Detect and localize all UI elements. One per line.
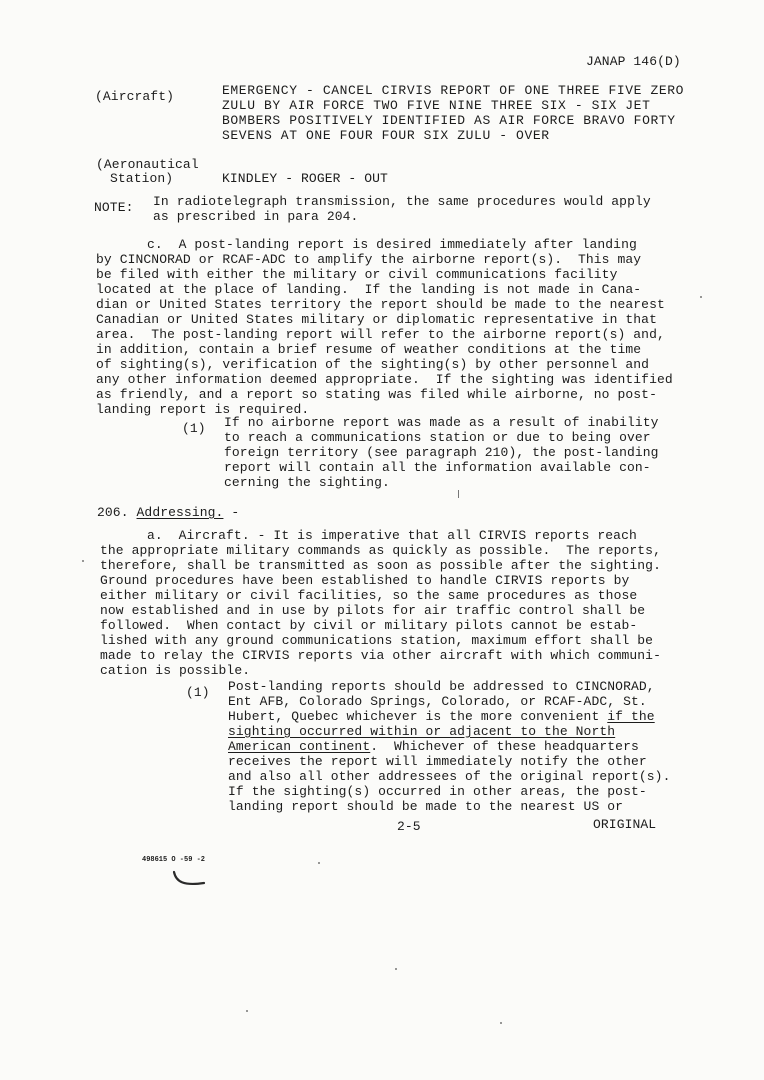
paragraph-line: landing report is required. xyxy=(96,402,310,417)
subparagraph-line: to reach a communications station or due to being over xyxy=(224,430,651,445)
underlined-text: sighting occurred within or adjacent to the North xyxy=(228,724,616,739)
subparagraph-line: If the sighting(s) occurred in other areas, the post- xyxy=(228,784,647,799)
section-number: 206. xyxy=(97,505,129,520)
paragraph-line: be filed with either the military or civil communications facility xyxy=(96,267,618,282)
paragraph-line: in addition, contain a brief resume of weather conditions at the time xyxy=(96,342,642,357)
scan-speck xyxy=(246,1010,248,1012)
note-label: NOTE: xyxy=(94,200,134,215)
scan-speck xyxy=(318,862,320,864)
subparagraph-line: landing report should be made to the nearest US or xyxy=(228,799,624,814)
scan-speck xyxy=(500,1022,502,1024)
subparagraph-line: cerning the sighting. xyxy=(224,475,390,490)
paragraph-line: dian or United States territory the report should be made to the nearest xyxy=(96,297,665,312)
paragraph-line: located at the place of landing. If the landing is not made in Cana- xyxy=(96,282,642,297)
underlined-text: American continent xyxy=(228,739,371,754)
original-marker: ORIGINAL xyxy=(593,817,657,832)
scan-speck xyxy=(395,968,397,970)
subparagraph-line: Ent AFB, Colorado Springs, Colorado, or RCAF-ADC, St. xyxy=(228,694,647,709)
subparagraph-line: If no airborne report was made as a result of inability xyxy=(224,415,659,430)
print-code: 498615 O -59 -2 xyxy=(142,856,206,864)
subparagraph-line xyxy=(228,710,655,724)
paragraph-line: a. Aircraft. - It is imperative that all CIRVIS reports reach xyxy=(147,528,637,543)
paragraph-line: any other information deemed appropriate. If the sighting was identified xyxy=(96,372,673,387)
page-number: 2-5 xyxy=(397,819,421,834)
paragraph-line: c. A post-landing report is desired immediately after landing xyxy=(147,237,637,252)
paragraph-line: as friendly, and a report so stating was filed while airborne, no post- xyxy=(96,387,657,402)
station-label: (Aeronautical xyxy=(96,157,199,172)
note-line: as prescribed in para 204. xyxy=(153,209,359,224)
subparagraph-number: (1) xyxy=(186,685,210,700)
subparagraph-line: report will contain all the information available con- xyxy=(224,460,651,475)
paragraph-line: Canadian or United States military or diplomatic representative in that xyxy=(96,312,657,327)
scan-speck xyxy=(458,490,459,498)
station-message: KINDLEY - ROGER - OUT xyxy=(222,171,388,186)
aircraft-message-line: BOMBERS POSITIVELY IDENTIFIED AS AIR FORCE BRAVO FORTY xyxy=(222,113,676,128)
paragraph-line: by CINCNORAD or RCAF-ADC to amplify the airborne report(s). This may xyxy=(96,252,642,267)
aircraft-message-line: ZULU BY AIR FORCE TWO FIVE NINE THREE SIX - SIX JET xyxy=(222,98,651,113)
aircraft-message-line: SEVENS AT ONE FOUR FOUR SIX ZULU - OVER xyxy=(222,128,550,143)
paragraph-line: the appropriate military commands as quickly as possible. The reports, xyxy=(100,543,661,558)
subparagraph-line: Post-landing reports should be addressed to CINCNORAD, xyxy=(228,679,655,694)
paragraph-line: lished with any ground communications station, maximum effort shall be xyxy=(100,633,654,648)
ink-mark xyxy=(170,868,210,890)
subparagraph-line: foreign territory (see paragraph 210), the post-landing xyxy=(224,445,659,460)
paragraph-line: area. The post-landing report will refer to the airborne report(s) and, xyxy=(96,327,665,342)
paragraph-line: now established and in use by pilots for air traffic control shall be xyxy=(100,603,646,618)
paragraph-line: cation is possible. xyxy=(100,663,251,678)
subparagraph-number: (1) xyxy=(182,421,206,436)
paragraph-line: Ground procedures have been established to handle CIRVIS reports by xyxy=(100,573,630,588)
aircraft-message-line: EMERGENCY - CANCEL CIRVIS REPORT OF ONE THREE FIVE ZERO xyxy=(222,83,685,98)
document-id: JANAP 146(D) xyxy=(586,54,681,69)
subparagraph-line xyxy=(228,740,639,754)
paragraph-line: followed. When contact by civil or military pilots cannot be estab- xyxy=(100,618,638,633)
note-line: In radiotelegraph transmission, the same procedures would apply xyxy=(153,194,651,209)
subparagraph-line: receives the report will immediately notify the other xyxy=(228,754,647,769)
aircraft-label: (Aircraft) xyxy=(95,89,175,104)
scan-speck xyxy=(82,560,84,562)
line-text: Hubert, Quebec whichever is the more convenient xyxy=(228,709,608,724)
paragraph-line: of sighting(s), verification of the sighting(s) by other personnel and xyxy=(96,357,650,372)
station-label: Station) xyxy=(110,171,174,186)
line-text: . Whichever of these headquarters xyxy=(370,739,639,754)
paragraph-line: either military or civil facilities, so the same procedures as those xyxy=(100,588,638,603)
section-title: Addressing. xyxy=(136,505,224,520)
scan-speck xyxy=(700,296,702,298)
underlined-text: if the xyxy=(607,709,655,724)
section-heading xyxy=(97,506,239,520)
paragraph-line: made to relay the CIRVIS reports via other aircraft with which communi- xyxy=(100,648,661,663)
section-dash: - xyxy=(223,505,240,520)
subparagraph-line: and also all other addressees of the original report(s). xyxy=(228,769,671,784)
paragraph-line: therefore, shall be transmitted as soon as possible after the sighting. xyxy=(100,558,661,573)
